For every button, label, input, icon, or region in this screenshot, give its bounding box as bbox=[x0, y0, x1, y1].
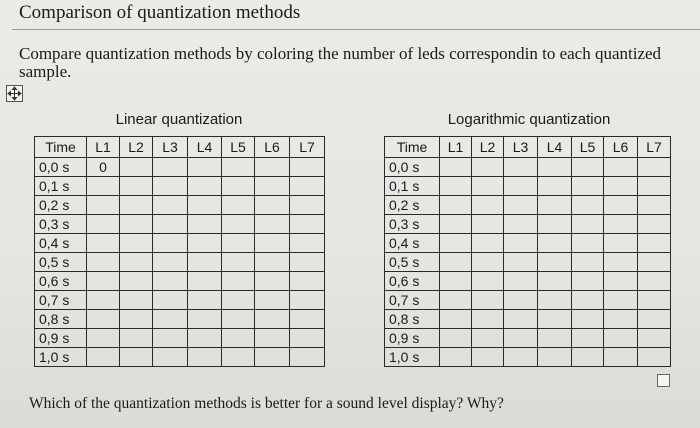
led-cell[interactable] bbox=[638, 196, 671, 215]
table-row bbox=[35, 272, 325, 291]
led-cell[interactable] bbox=[638, 310, 671, 329]
led-cell[interactable] bbox=[538, 234, 572, 253]
led-cell[interactable] bbox=[638, 234, 671, 253]
led-cell[interactable] bbox=[638, 348, 671, 367]
table-row bbox=[35, 177, 325, 196]
led-cell[interactable] bbox=[255, 348, 290, 367]
led-cell[interactable] bbox=[120, 253, 153, 272]
led-cell[interactable] bbox=[440, 196, 472, 215]
led-cell[interactable] bbox=[572, 348, 604, 367]
led-cell[interactable] bbox=[290, 234, 325, 253]
led-cell[interactable] bbox=[440, 234, 472, 253]
led-cell[interactable] bbox=[538, 329, 572, 348]
led-cell[interactable] bbox=[188, 234, 222, 253]
column-header-l7: L7 bbox=[290, 137, 325, 158]
column-header-l4: L4 bbox=[538, 137, 572, 158]
table-row bbox=[385, 158, 671, 177]
led-cell[interactable] bbox=[87, 177, 120, 196]
logarithmic-quantization-table bbox=[384, 136, 671, 367]
led-cell[interactable] bbox=[504, 272, 538, 291]
led-cell[interactable] bbox=[120, 234, 153, 253]
led-cell[interactable] bbox=[638, 158, 671, 177]
led-cell[interactable] bbox=[188, 158, 222, 177]
led-cell[interactable] bbox=[120, 348, 153, 367]
linear-quantization-table bbox=[34, 136, 325, 367]
led-cell[interactable] bbox=[572, 234, 604, 253]
led-cell[interactable] bbox=[255, 272, 290, 291]
led-cell[interactable] bbox=[440, 310, 472, 329]
led-cell[interactable] bbox=[472, 329, 504, 348]
led-cell[interactable] bbox=[538, 272, 572, 291]
led-cell[interactable] bbox=[120, 177, 153, 196]
led-cell[interactable] bbox=[572, 291, 604, 310]
led-cell[interactable] bbox=[504, 158, 538, 177]
led-cell[interactable] bbox=[188, 196, 222, 215]
time-cell: 0,7 s bbox=[35, 291, 87, 310]
time-cell: 0,2 s bbox=[385, 196, 440, 215]
led-cell[interactable] bbox=[188, 272, 222, 291]
led-cell[interactable] bbox=[222, 272, 255, 291]
led-cell[interactable] bbox=[153, 234, 188, 253]
led-cell[interactable] bbox=[504, 253, 538, 272]
led-cell[interactable] bbox=[87, 272, 120, 291]
table-row bbox=[35, 196, 325, 215]
led-cell[interactable] bbox=[604, 272, 638, 291]
led-cell[interactable] bbox=[504, 215, 538, 234]
led-cell[interactable] bbox=[87, 329, 120, 348]
led-cell[interactable] bbox=[188, 215, 222, 234]
table-row bbox=[385, 215, 671, 234]
led-cell[interactable] bbox=[188, 253, 222, 272]
led-cell[interactable] bbox=[472, 215, 504, 234]
table-row bbox=[385, 253, 671, 272]
led-cell[interactable] bbox=[538, 348, 572, 367]
led-cell[interactable] bbox=[572, 196, 604, 215]
led-cell[interactable] bbox=[472, 348, 504, 367]
led-cell[interactable] bbox=[472, 196, 504, 215]
column-header-l5: L5 bbox=[572, 137, 604, 158]
led-cell[interactable] bbox=[638, 272, 671, 291]
led-cell[interactable] bbox=[188, 291, 222, 310]
table-row bbox=[385, 348, 671, 367]
table-row bbox=[385, 310, 671, 329]
table-row bbox=[385, 291, 671, 310]
led-cell[interactable] bbox=[188, 177, 222, 196]
led-cell[interactable] bbox=[572, 253, 604, 272]
led-cell[interactable] bbox=[87, 234, 120, 253]
led-cell[interactable] bbox=[440, 291, 472, 310]
led-cell[interactable] bbox=[120, 215, 153, 234]
led-cell[interactable] bbox=[290, 310, 325, 329]
time-cell: 0,6 s bbox=[385, 272, 440, 291]
led-cell[interactable] bbox=[188, 348, 222, 367]
led-cell[interactable] bbox=[638, 215, 671, 234]
led-cell[interactable] bbox=[290, 348, 325, 367]
led-cell[interactable] bbox=[472, 272, 504, 291]
led-cell[interactable] bbox=[120, 310, 153, 329]
led-cell[interactable] bbox=[255, 196, 290, 215]
table-row bbox=[35, 234, 325, 253]
led-cell[interactable] bbox=[440, 177, 472, 196]
led-cell[interactable] bbox=[504, 291, 538, 310]
led-cell[interactable] bbox=[538, 177, 572, 196]
led-cell[interactable] bbox=[290, 158, 325, 177]
column-header-time: Time bbox=[35, 137, 87, 158]
led-cell[interactable] bbox=[153, 253, 188, 272]
led-cell[interactable] bbox=[604, 215, 638, 234]
column-header-l7: L7 bbox=[638, 137, 671, 158]
led-cell[interactable] bbox=[472, 291, 504, 310]
column-header-l5: L5 bbox=[222, 137, 255, 158]
column-header-l6: L6 bbox=[255, 137, 290, 158]
led-cell[interactable] bbox=[504, 329, 538, 348]
led-cell[interactable] bbox=[538, 310, 572, 329]
column-header-l3: L3 bbox=[504, 137, 538, 158]
time-cell: 0,0 s bbox=[385, 158, 440, 177]
led-cell[interactable] bbox=[472, 158, 504, 177]
table-row bbox=[385, 329, 671, 348]
table-row bbox=[385, 177, 671, 196]
question-text: Which of the quantization methods is better for a sound level display? Why? bbox=[29, 395, 504, 412]
led-cell[interactable] bbox=[222, 234, 255, 253]
led-cell[interactable] bbox=[604, 177, 638, 196]
led-cell[interactable] bbox=[120, 291, 153, 310]
led-cell[interactable] bbox=[255, 329, 290, 348]
led-cell[interactable] bbox=[255, 310, 290, 329]
led-cell[interactable] bbox=[290, 177, 325, 196]
led-cell[interactable] bbox=[572, 158, 604, 177]
log-table-title: Logarithmic quantization bbox=[447, 111, 611, 128]
table-row bbox=[35, 310, 325, 329]
led-cell[interactable] bbox=[222, 310, 255, 329]
led-cell[interactable] bbox=[440, 253, 472, 272]
led-cell[interactable] bbox=[120, 158, 153, 177]
led-cell[interactable] bbox=[572, 272, 604, 291]
column-header-l4: L4 bbox=[188, 137, 222, 158]
led-cell[interactable] bbox=[290, 215, 325, 234]
led-cell[interactable] bbox=[604, 329, 638, 348]
led-cell[interactable] bbox=[604, 310, 638, 329]
led-cell[interactable] bbox=[222, 196, 255, 215]
led-cell[interactable] bbox=[504, 177, 538, 196]
led-cell[interactable] bbox=[87, 348, 120, 367]
led-cell[interactable] bbox=[222, 348, 255, 367]
led-cell[interactable] bbox=[538, 158, 572, 177]
led-cell[interactable] bbox=[638, 329, 671, 348]
table-row bbox=[35, 348, 325, 367]
table-row bbox=[35, 253, 325, 272]
time-cell: 0,1 s bbox=[385, 177, 440, 196]
led-cell[interactable] bbox=[538, 253, 572, 272]
time-cell: 0,3 s bbox=[35, 215, 87, 234]
led-cell[interactable] bbox=[604, 348, 638, 367]
led-cell[interactable] bbox=[153, 158, 188, 177]
led-cell[interactable] bbox=[440, 348, 472, 367]
led-cell[interactable] bbox=[153, 329, 188, 348]
title-divider bbox=[12, 29, 700, 30]
time-cell: 0,1 s bbox=[35, 177, 87, 196]
led-cell[interactable] bbox=[87, 253, 120, 272]
led-cell[interactable] bbox=[504, 234, 538, 253]
led-cell[interactable] bbox=[504, 310, 538, 329]
led-cell[interactable] bbox=[222, 253, 255, 272]
led-cell[interactable] bbox=[440, 329, 472, 348]
table-row bbox=[35, 291, 325, 310]
led-cell[interactable] bbox=[604, 291, 638, 310]
led-cell[interactable] bbox=[638, 291, 671, 310]
led-cell[interactable] bbox=[440, 215, 472, 234]
led-cell[interactable] bbox=[153, 348, 188, 367]
led-cell[interactable] bbox=[604, 234, 638, 253]
led-cell[interactable] bbox=[604, 253, 638, 272]
table-row bbox=[35, 329, 325, 348]
led-cell[interactable] bbox=[222, 291, 255, 310]
led-cell[interactable] bbox=[472, 234, 504, 253]
led-cell[interactable] bbox=[255, 253, 290, 272]
led-cell[interactable] bbox=[222, 177, 255, 196]
checkbox-icon[interactable] bbox=[657, 374, 670, 387]
led-cell[interactable] bbox=[290, 291, 325, 310]
table-header-row bbox=[385, 137, 671, 158]
led-cell[interactable] bbox=[572, 215, 604, 234]
led-cell[interactable]: 0 bbox=[87, 158, 120, 177]
led-cell[interactable] bbox=[638, 253, 671, 272]
time-cell: 0,5 s bbox=[35, 253, 87, 272]
led-cell[interactable] bbox=[472, 253, 504, 272]
column-header-l1: L1 bbox=[87, 137, 120, 158]
time-cell: 0,0 s bbox=[35, 158, 87, 177]
column-header-l6: L6 bbox=[604, 137, 638, 158]
time-cell: 0,5 s bbox=[385, 253, 440, 272]
led-cell[interactable] bbox=[222, 215, 255, 234]
led-cell[interactable] bbox=[290, 272, 325, 291]
time-cell: 0,9 s bbox=[35, 329, 87, 348]
led-cell[interactable] bbox=[153, 291, 188, 310]
time-cell: 0,9 s bbox=[385, 329, 440, 348]
time-cell: 0,7 s bbox=[385, 291, 440, 310]
led-cell[interactable] bbox=[255, 234, 290, 253]
time-cell: 1,0 s bbox=[35, 348, 87, 367]
led-cell[interactable] bbox=[572, 329, 604, 348]
led-cell[interactable] bbox=[290, 329, 325, 348]
table-row bbox=[385, 234, 671, 253]
time-cell: 0,4 s bbox=[385, 234, 440, 253]
led-cell[interactable] bbox=[572, 177, 604, 196]
led-cell[interactable] bbox=[120, 329, 153, 348]
led-cell[interactable] bbox=[290, 253, 325, 272]
table-row bbox=[35, 158, 325, 177]
table-row bbox=[35, 215, 325, 234]
table-row bbox=[385, 272, 671, 291]
led-cell[interactable] bbox=[87, 215, 120, 234]
led-cell[interactable] bbox=[255, 177, 290, 196]
column-header-l3: L3 bbox=[153, 137, 188, 158]
led-cell[interactable] bbox=[188, 329, 222, 348]
led-cell[interactable] bbox=[604, 158, 638, 177]
move-arrows-icon[interactable] bbox=[6, 85, 23, 102]
led-cell[interactable] bbox=[290, 196, 325, 215]
led-cell[interactable] bbox=[472, 310, 504, 329]
led-cell[interactable] bbox=[153, 196, 188, 215]
column-header-l2: L2 bbox=[472, 137, 504, 158]
led-cell[interactable] bbox=[255, 158, 290, 177]
led-cell[interactable] bbox=[538, 215, 572, 234]
column-header-time: Time bbox=[385, 137, 440, 158]
time-cell: 0,8 s bbox=[385, 310, 440, 329]
time-cell: 0,6 s bbox=[35, 272, 87, 291]
table-row bbox=[385, 196, 671, 215]
column-header-l1: L1 bbox=[440, 137, 472, 158]
time-cell: 1,0 s bbox=[385, 348, 440, 367]
led-cell[interactable] bbox=[572, 310, 604, 329]
time-cell: 0,2 s bbox=[35, 196, 87, 215]
table-header-row bbox=[35, 137, 325, 158]
led-cell[interactable] bbox=[120, 272, 153, 291]
page-title: Comparison of quantization methods bbox=[19, 2, 301, 23]
led-cell[interactable] bbox=[504, 348, 538, 367]
led-cell[interactable] bbox=[538, 291, 572, 310]
time-cell: 0,4 s bbox=[35, 234, 87, 253]
led-cell[interactable] bbox=[604, 196, 638, 215]
led-cell[interactable] bbox=[153, 272, 188, 291]
led-cell[interactable] bbox=[222, 329, 255, 348]
led-cell[interactable] bbox=[255, 291, 290, 310]
led-cell[interactable] bbox=[222, 158, 255, 177]
led-cell[interactable] bbox=[638, 177, 671, 196]
led-cell[interactable] bbox=[255, 215, 290, 234]
time-cell: 0,3 s bbox=[385, 215, 440, 234]
led-cell[interactable] bbox=[87, 196, 120, 215]
led-cell[interactable] bbox=[440, 272, 472, 291]
led-cell[interactable] bbox=[440, 158, 472, 177]
linear-table-title: Linear quantization bbox=[115, 111, 243, 128]
led-cell[interactable] bbox=[120, 196, 153, 215]
instruction-text: Compare quantization methods by coloring the number of leds correspondin to each quantized sample. bbox=[19, 44, 662, 81]
time-cell: 0,8 s bbox=[35, 310, 87, 329]
column-header-l2: L2 bbox=[120, 137, 153, 158]
led-cell[interactable] bbox=[153, 215, 188, 234]
led-cell[interactable] bbox=[153, 310, 188, 329]
led-cell[interactable] bbox=[472, 177, 504, 196]
led-cell[interactable] bbox=[87, 310, 120, 329]
led-cell[interactable] bbox=[538, 196, 572, 215]
led-cell[interactable] bbox=[504, 196, 538, 215]
led-cell[interactable] bbox=[188, 310, 222, 329]
led-cell[interactable] bbox=[87, 291, 120, 310]
led-cell[interactable] bbox=[153, 177, 188, 196]
